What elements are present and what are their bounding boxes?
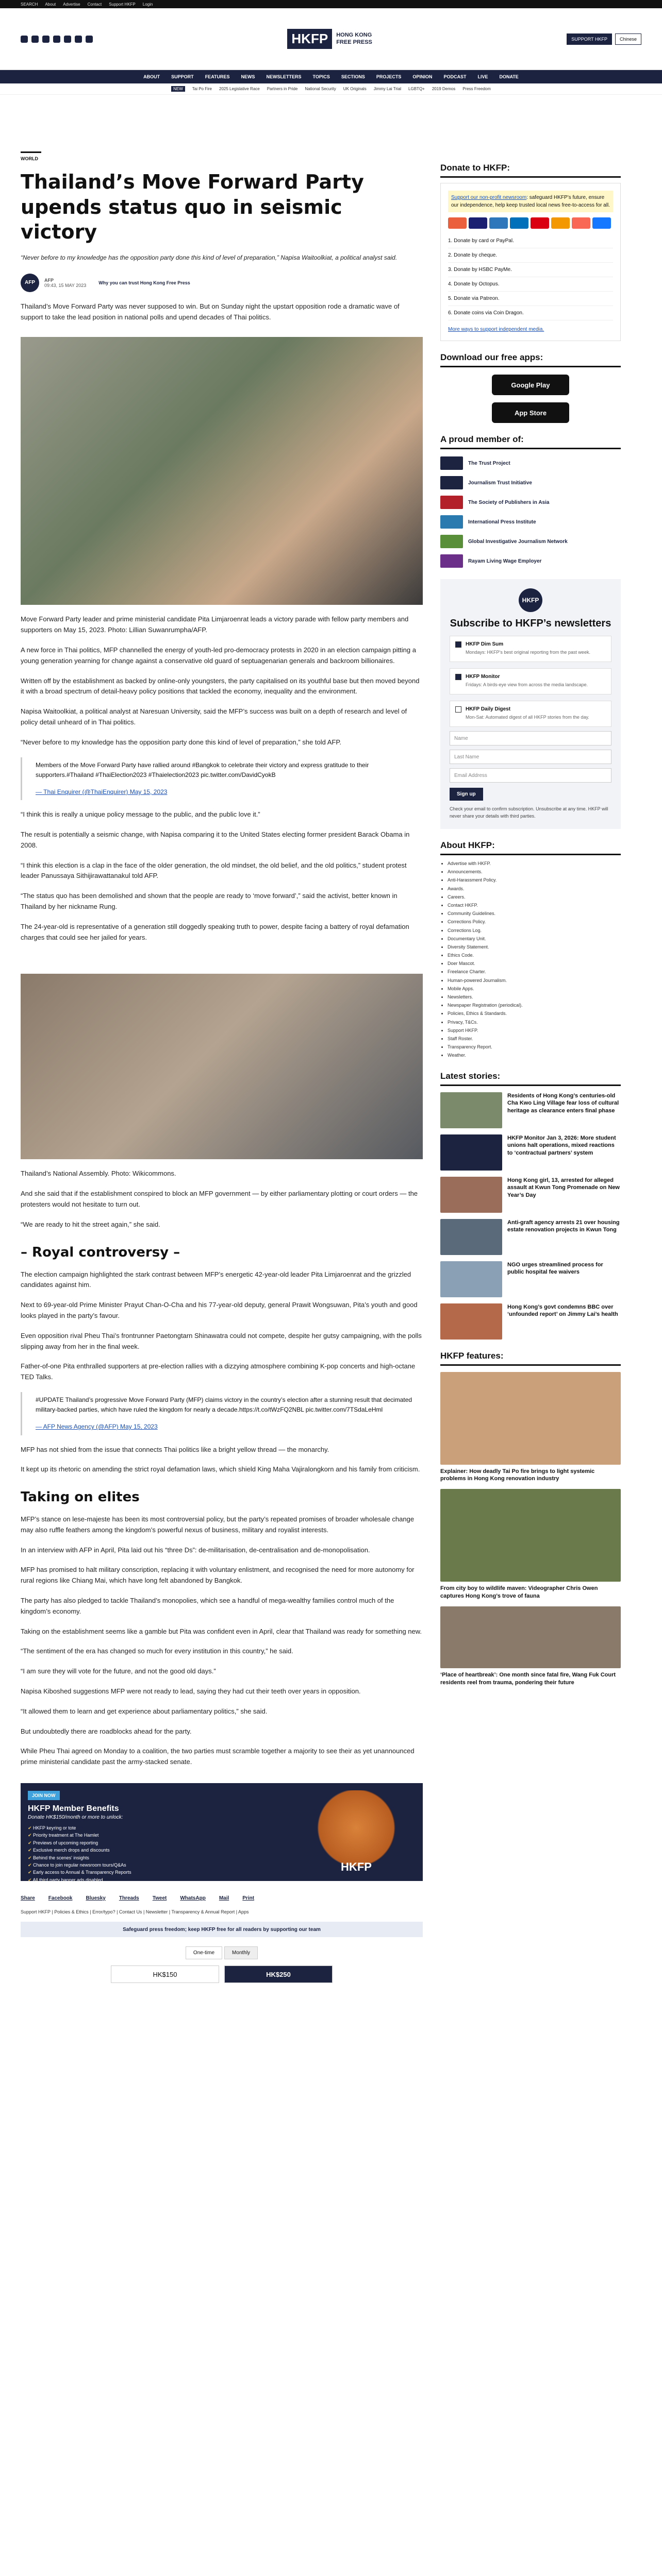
banner-subtitle: Donate HK$150/month or more to unlock:: [28, 1815, 123, 1821]
donate-method[interactable]: 1. Donate by card or PayPal.: [448, 234, 613, 248]
linkedin-icon[interactable]: [86, 36, 93, 43]
feature-image: [440, 1372, 621, 1465]
paragraph: The election campaign highlighted the stark contrast between MFP’s energetic 42-year-old leader Pita Limjaroenrat and the grizzled candidates against him.: [21, 1270, 411, 1289]
about-link[interactable]: • Weather.: [448, 1051, 621, 1059]
donate-method[interactable]: 4. Donate by Octopus.: [448, 277, 613, 292]
member-logo[interactable]: [440, 496, 621, 509]
latest-story[interactable]: [440, 1092, 621, 1128]
feature-title: ‘Place of heartbreak’: One month since fatal fire, Wang Fuk Court residents reel from trauma, pondering their future: [440, 1671, 616, 1686]
threads-icon[interactable]: [64, 36, 71, 43]
perk-item: ✔ Previews of upcoming reporting: [28, 1839, 297, 1846]
option-desc: Mon-Sat: Automated digest of all HKFP stories from the day.: [466, 715, 589, 720]
story-title: Hong Kong’s govt condemns BBC over ‘unfounded report’ on Jimmy Lai’s health: [507, 1303, 618, 1318]
logo-mark: HKFP: [287, 29, 332, 49]
apps-heading: Download our free apps:: [440, 352, 621, 367]
story-thumbnail: [440, 1303, 502, 1340]
paragraph: Napisa Waitoolkiat, a political analyst at Naresuan University, said the MFP’s success was built on a depth of research and level of policy detail unheard of in Thai politics.: [21, 707, 407, 726]
about-link[interactable]: • Careers.: [448, 893, 621, 901]
perk-item: ✔ Priority treatment at The Hamlet: [28, 1832, 297, 1839]
app-store-button[interactable]: App Store: [492, 402, 569, 423]
share-mail[interactable]: Mail: [219, 1895, 229, 1902]
perk-item: ✔ Chance to join regular newsroom tours/Q&As: [28, 1861, 297, 1869]
story-title: Anti-graft agency arrests 21 over housing estate renovation projects in Kwun Tong: [507, 1219, 620, 1233]
trending-item[interactable]: National Security: [305, 87, 336, 91]
article: [21, 95, 423, 1983]
about-link[interactable]: • Staff Roster.: [448, 1035, 621, 1043]
member-name: Journalism Trust Initiative: [468, 480, 532, 486]
photo-caption: Thailand’s National Assembly. Photo: Wikicommons.: [21, 1170, 176, 1178]
option-name: HKFP Daily Digest: [466, 706, 511, 712]
perk-item: ✔ HKFP keyring or tote: [28, 1824, 297, 1832]
member-name: Global Investigative Journalism Network: [468, 538, 568, 545]
trending-item[interactable]: Press Freedom: [462, 87, 491, 91]
patreon-icon: [572, 217, 590, 229]
about-link[interactable]: • Mobile Apps.: [448, 985, 621, 993]
byline: [21, 274, 423, 292]
topbar-item[interactable]: About: [45, 2, 56, 7]
author-avatar[interactable]: AFP: [21, 274, 39, 292]
member-logo[interactable]: [440, 515, 621, 529]
nav-item[interactable]: TOPICS: [312, 74, 330, 79]
perk-list: [28, 1824, 297, 1884]
paragraph: Thailand’s Move Forward Party was never supposed to win. But on Sunday night the upstart opposition rode a dramatic wave of support to take the lead position in national polls and upend decades of Thai politics.: [21, 302, 400, 321]
donate-intro-link[interactable]: Support our non-profit newsroom: [451, 195, 527, 200]
features-heading: HKFP features:: [440, 1351, 621, 1366]
paragraph: “We are ready to hit the street again,” she said.: [21, 1220, 160, 1228]
topbar-item[interactable]: Support HKFP: [109, 2, 136, 7]
email-input[interactable]: Email Address: [450, 768, 611, 783]
about-link[interactable]: • Freelance Charter.: [448, 968, 621, 976]
logo-line: FREE PRESS: [336, 39, 372, 45]
about-link[interactable]: • Contact HKFP.: [448, 901, 621, 909]
tweet-text: Members of the Move Forward Party have rallied around #Bangkok to celebrate their victory and express gratitude to their supporters.#Thailand #ThaiElection2023 #Thaielection2023 pic.twitter.com/DavidCyokB: [36, 761, 369, 778]
paragraph: “I think this is really a unique policy message to the public, and the public love it.”: [21, 810, 260, 819]
last-name-input[interactable]: Last Name: [450, 750, 611, 764]
signup-button[interactable]: Sign up: [450, 788, 483, 801]
member-heading: A proud member of:: [440, 434, 621, 449]
mascot-image: HKFP: [297, 1790, 416, 1874]
about-link[interactable]: • Ethics Code.: [448, 951, 621, 959]
paragraph: The 24-year-old is representative of a generation still doggedly speaking truth to power, despite facing a battery of royal defamation charges that could see her jailed for years.: [21, 922, 409, 941]
paragraph: And she said that if the establishment conspired to block an MFP government — by either parliamentary plotting or court orders — the protesters would not hesitate to turn out.: [21, 1190, 418, 1208]
article-lede: “Never before to my knowledge has the opposition party done this kind of level of preparation,” Napisa Waitoolkiat, a political analyst said.: [21, 253, 398, 261]
about-link[interactable]: • Newspaper Registration (periodical).: [448, 1001, 621, 1009]
story-thumbnail: [440, 1261, 502, 1297]
section-heading: Taking on elites: [21, 1489, 140, 1505]
donate-method[interactable]: 6. Donate coins via Coin Dragon.: [448, 306, 613, 320]
topbar-item[interactable]: SEARCH: [21, 2, 38, 7]
nav-item[interactable]: PROJECTS: [376, 74, 402, 79]
donate-method[interactable]: 3. Donate by HSBC PayMe.: [448, 263, 613, 277]
paragraph: “Never before to my knowledge has the opposition party done this kind of level of preparation,” she told AFP.: [21, 738, 341, 746]
donate-methods: [448, 234, 613, 320]
about-link[interactable]: • Anti-Harassment Policy.: [448, 876, 621, 884]
nav-item[interactable]: DONATE: [499, 74, 519, 79]
share-whatsapp[interactable]: WhatsApp: [180, 1895, 206, 1902]
donate-heading: Donate to HKFP:: [440, 163, 621, 178]
article-photo: [21, 337, 423, 605]
about-link[interactable]: • Corrections Log.: [448, 926, 621, 935]
newsletter-box: [440, 579, 621, 829]
about-link[interactable]: • Corrections Policy.: [448, 918, 621, 926]
donate-method[interactable]: 2. Donate by cheque.: [448, 248, 613, 263]
member-logo[interactable]: [440, 554, 621, 568]
feature-image: [440, 1606, 621, 1668]
option-desc: Fridays: A birds-eye view from across the media landscape.: [466, 682, 588, 687]
tweet-text: #UPDATE Thailand’s progressive Move Forward Party (MFP) claims victory in the country’s election after a stunning result that decimated military-backed parties, which have ruled the kingdom for nearly a decade.https://t.co/tWzFQ2NBL pic.twitter.com/7TSdaLeHml: [36, 1396, 412, 1414]
member-logos: [440, 456, 621, 568]
perk-item: ✔ Early access to Annual & Transparency Reports: [28, 1869, 297, 1876]
amount-option[interactable]: HK$250: [224, 1965, 333, 1983]
trust-link[interactable]: Why you can trust Hong Kong Free Press: [98, 280, 190, 285]
gijn-icon: [440, 535, 463, 548]
story-title: NGO urges streamlined process for public hospital fee waivers: [507, 1261, 603, 1276]
share-link[interactable]: Share: [21, 1895, 35, 1902]
about-link[interactable]: • Policies, Ethics & Standards.: [448, 1009, 621, 1018]
option-desc: Mondays: HKFP’s best original reporting from the past week.: [466, 650, 590, 655]
about-link[interactable]: • Transparency Report.: [448, 1043, 621, 1051]
newsletter-title: Subscribe to HKFP’s newsletters: [450, 618, 611, 629]
story-title: Hong Kong girl, 13, arrested for alleged assault at Kwun Tong Promenade on New Year’s Day: [507, 1177, 620, 1199]
story-title: Residents of Hong Kong’s centuries-old Cha Kwo Ling Village fear loss of cultural heritage as clearance enters final phase: [507, 1092, 619, 1114]
paragraph: Next to 69-year-old Prime Minister Prayut Chan-O-Cha and his 77-year-old deputy, general Prawit Wongsuwan, Pita’s youth and good looks played in the party’s favour.: [21, 1301, 418, 1319]
alipay-icon: [592, 217, 611, 229]
checkbox[interactable]: [455, 706, 461, 713]
story-title: HKFP Monitor Jan 3, 2026: More student unions halt operations, mixed reactions to ‘contractual partners’ system: [507, 1134, 616, 1157]
member-name: International Press Institute: [468, 519, 536, 525]
paragraph: “I think this election is a clap in the face of the older generation, the old mindset, the old belief, and the old politics,” student protest leader Panussaya Sithijirawattanakul told AFP.: [21, 861, 407, 880]
nav-item[interactable]: LIVE: [477, 74, 488, 79]
checkbox[interactable]: [455, 674, 461, 680]
member-logo[interactable]: [440, 535, 621, 548]
nav-item[interactable]: NEWS: [241, 74, 255, 79]
newsletter-option[interactable]: [450, 701, 611, 727]
story-thumbnail: [440, 1092, 502, 1128]
member-logo[interactable]: [440, 476, 621, 489]
paragraph: Napisa Kiboshed suggestions MFP were not ready to lead, saying they had cut their teeth over years in opposition.: [21, 1687, 361, 1696]
paypal-icon: [510, 217, 528, 229]
google-play-button[interactable]: Google Play: [492, 375, 569, 395]
newsletter-option[interactable]: [450, 668, 611, 694]
about-link[interactable]: • Advertise with HKFP.: [448, 859, 621, 868]
article-title: Thailand’s Move Forward Party upends status quo in seismic victory: [21, 171, 364, 244]
paragraph: Even opposition rival Pheu Thai’s frontrunner Paetongtarn Shinawatra could not compete, despite her gutsy campaigning, with the polls slipping away from her in the final week.: [21, 1331, 422, 1350]
about-link[interactable]: • Diversity Statement.: [448, 943, 621, 951]
sidebar: [440, 95, 621, 1983]
member-name: Rayam Living Wage Employer: [468, 558, 542, 564]
topbar-item[interactable]: Contact: [87, 2, 102, 7]
support-button[interactable]: SUPPORT HKFP: [567, 33, 612, 45]
newsletter-option[interactable]: [450, 636, 611, 662]
paragraph: A new force in Thai politics, MFP channelled the energy of youth-led pro-democracy protests in 2020 in an election campaign pitting a young generation yearning for change against a conservative old guard of septuagenarian generals and backroom billionaires.: [21, 646, 416, 665]
sopa-icon: [440, 496, 463, 509]
donate-amounts: [21, 1965, 423, 1983]
nav-item[interactable]: SECTIONS: [341, 74, 365, 79]
trust-project-icon: [440, 456, 463, 470]
latest-story[interactable]: [440, 1219, 621, 1255]
newsletter-note: Check your email to confirm subscription. Unsubscribe at any time. HKFP will never share your details with third parties.: [450, 806, 608, 819]
paragraph: “The sentiment of the era has changed so much for every institution in this country,” he said.: [21, 1647, 293, 1655]
perk-item: ✔ All third party banner ads disabled: [28, 1876, 297, 1884]
share-bluesky[interactable]: Bluesky: [86, 1895, 106, 1902]
paragraph: Taking on the establishment seems like a gamble but Pita was confident even in April, clear that Thailand was ready for something new.: [21, 1627, 422, 1635]
nav-item[interactable]: ABOUT: [143, 74, 160, 79]
paragraph: Written off by the establishment as backed by online-only youngsters, the party capitalised on its youthful base but then moved beyond it with a broad spectrum of detail-heavy policy positions that tackled the economy, inequality and the environment.: [21, 676, 420, 696]
paragraph: The party has also pledged to tackle Thailand’s monopolies, which see a handful of mega-wealthy families control much of the kingdom’s economy.: [21, 1597, 394, 1615]
new-badge: NEW: [171, 86, 185, 92]
feature-title: From city boy to wildlife maven: Videographer Chris Owen captures Hong Kong’s trove of fauna: [440, 1585, 598, 1600]
option-name: HKFP Dim Sum: [466, 641, 504, 647]
paragraph: The result is potentially a seismic change, with Napisa comparing it to the United States electing former president Barack Obama in 2008.: [21, 831, 410, 849]
paragraph: In an interview with AFP in April, Pita laid out his “three Ds”: de-militarisation, de-centralisation and de-monopolisation.: [21, 1546, 370, 1554]
article-photo: [21, 974, 423, 1159]
trending-bar: [0, 83, 662, 95]
about-link[interactable]: • Human-powered Journalism.: [448, 976, 621, 985]
share-facebook[interactable]: Facebook: [48, 1895, 73, 1902]
paragraph: But undoubtedly there are roadblocks ahead for the party.: [21, 1727, 192, 1735]
site-header: [0, 8, 662, 70]
paragraph: “I am sure they will vote for the future, and not the good old days.”: [21, 1667, 216, 1675]
tweet-byline[interactable]: — AFP News Agency (@AFP) May 15, 2023: [36, 1423, 158, 1431]
instagram-icon[interactable]: [31, 36, 39, 43]
youtube-icon[interactable]: [53, 36, 60, 43]
embedded-tweet[interactable]: [21, 1392, 423, 1435]
donate-frequency-toggle: [21, 1946, 423, 1959]
photo-caption: Move Forward Party leader and prime ministerial candidate Pita Limjaroenrat leads a victory parade with fellow party members and supporters on May 15, 2023. Photo: Lillian Suwanrumpha/AFP.: [21, 615, 409, 634]
top-utility-bar: [0, 0, 662, 8]
banner-title: HKFP Member Benefits: [28, 1804, 119, 1814]
trending-item[interactable]: Tai Po Fire: [192, 87, 212, 91]
main-nav: [0, 70, 662, 83]
share-bar: [21, 1895, 423, 1901]
payment-icons: [448, 217, 613, 229]
living-wage-icon: [440, 554, 463, 568]
feature-story[interactable]: [440, 1372, 621, 1483]
latest-story[interactable]: [440, 1177, 621, 1213]
latest-story[interactable]: [440, 1261, 621, 1297]
logo-line: HONG KONG: [336, 32, 372, 39]
topbar-item[interactable]: Advertise: [63, 2, 80, 7]
donate-method[interactable]: 5. Donate via Patreon.: [448, 292, 613, 306]
nav-item[interactable]: OPINION: [412, 74, 433, 79]
social-icons: [21, 36, 93, 43]
amount-option[interactable]: HK$150: [111, 1965, 219, 1983]
latest-heading: Latest stories:: [440, 1071, 621, 1086]
tweet-byline[interactable]: — Thai Enquirer (@ThaiEnquirer) May 15, 2023: [36, 788, 168, 796]
site-logo[interactable]: [287, 29, 372, 49]
story-thumbnail: [440, 1134, 502, 1171]
share-print[interactable]: Print: [242, 1895, 255, 1902]
about-link[interactable]: • Privacy, T&Cs.: [448, 1018, 621, 1026]
more-ways-link[interactable]: More ways to support independent media.: [448, 327, 544, 332]
paragraph: While Pheu Thai agreed on Monday to a coalition, the two parties must scramble together a majority to see their as yet unannounced prime ministerial candidate past the army-stacked senate.: [21, 1747, 415, 1766]
article-body: [21, 301, 423, 1768]
mastercard-icon: [448, 217, 467, 229]
nav-item[interactable]: FEATURES: [205, 74, 230, 79]
paragraph: “The status quo has been demolished and shown that the people are ready to ‘move forward’,” said the activist, better known in Thailand by her nickname Rung.: [21, 892, 398, 910]
latest-story[interactable]: [440, 1303, 621, 1340]
perk-item: ✔ Exclusive merch drops and discounts: [28, 1846, 297, 1854]
octopus-icon: [551, 217, 570, 229]
support-links[interactable]: Support HKFP | Policies & Ethics | Error/typo? | Contact Us | Newsletter | Transparency & Annual Report | Apps: [21, 1909, 249, 1915]
about-link[interactable]: • Doer Mascot.: [448, 959, 621, 968]
paragraph: Father-of-one Pita enthralled supporters at pre-election rallies with a dizzying atmosphere combining K-pop concerts and high-octane TED Talks.: [21, 1362, 416, 1381]
donate-box: [440, 183, 621, 341]
payme-icon: [531, 217, 549, 229]
press-freedom-strip[interactable]: Safeguard press freedom; keep HKFP free for all readers by supporting our team: [21, 1922, 423, 1937]
bluesky-icon[interactable]: [75, 36, 82, 43]
share-tweet[interactable]: Tweet: [152, 1895, 167, 1902]
about-link[interactable]: • Newsletters.: [448, 993, 621, 1001]
feature-title: Explainer: How deadly Tai Po fire brings to light systemic problems in Hong Kong renovation industry: [440, 1468, 595, 1482]
feature-image: [440, 1489, 621, 1582]
nav-item[interactable]: NEWSLETTERS: [266, 74, 302, 79]
member-logo[interactable]: [440, 456, 621, 470]
topbar-item[interactable]: Login: [142, 2, 153, 7]
monthly-option[interactable]: Monthly: [224, 1946, 258, 1959]
language-button[interactable]: Chinese: [615, 33, 641, 45]
latest-story[interactable]: [440, 1134, 621, 1171]
paragraph: “It allowed them to learn and get experience about parliamentary politics,” she said.: [21, 1707, 268, 1715]
about-link[interactable]: • Awards.: [448, 885, 621, 893]
share-threads[interactable]: Threads: [119, 1895, 139, 1902]
nav-item[interactable]: PODCAST: [443, 74, 467, 79]
member-name: The Society of Publishers in Asia: [468, 499, 550, 505]
about-link[interactable]: • Documentary Unit.: [448, 935, 621, 943]
option-name: HKFP Monitor: [466, 674, 500, 680]
story-thumbnail: [440, 1177, 502, 1213]
facebook-icon[interactable]: [21, 36, 28, 43]
member-benefits-banner[interactable]: [21, 1783, 423, 1881]
trending-item[interactable]: Jimmy Lai Trial: [373, 87, 402, 91]
trending-item[interactable]: 2025 Legislative Race: [219, 87, 260, 91]
trending-item[interactable]: 2019 Demos: [432, 87, 456, 91]
x-icon[interactable]: [42, 36, 49, 43]
article-category[interactable]: WORLD: [21, 151, 41, 161]
author-name[interactable]: AFP: [44, 277, 54, 283]
member-name: The Trust Project: [468, 460, 510, 466]
paragraph: MFP’s stance on lese-majeste has been its most controversial policy, but the party’s repeated promises of broader wholesale change may also ruffle feathers among the kingdom’s powerful nexus of business, military and royalist interests.: [21, 1515, 415, 1534]
about-link[interactable]: • Announcements.: [448, 868, 621, 876]
paragraph: It kept up its rhetoric on amending the strict royal defamation laws, which shield King Maha Vajiralongkorn and his family from criticism.: [21, 1465, 420, 1473]
nav-item[interactable]: SUPPORT: [171, 74, 194, 79]
publish-date: 09:43, 15 MAY 2023: [44, 282, 87, 288]
story-thumbnail: [440, 1219, 502, 1255]
embedded-tweet[interactable]: [21, 757, 423, 801]
paragraph: MFP has not shied from the issue that connects Thai politics like a bright yellow thread — the monarchy.: [21, 1445, 329, 1453]
amex-icon: [489, 217, 508, 229]
about-link[interactable]: • Support HKFP.: [448, 1026, 621, 1035]
section-heading: – Royal controversy –: [21, 1244, 180, 1260]
one-time-option[interactable]: One-time: [186, 1946, 222, 1959]
perk-item: ✔ Behind the scenes' insights: [28, 1854, 297, 1861]
about-list: [440, 859, 621, 1060]
trending-item[interactable]: UK Originals: [343, 87, 367, 91]
trending-item[interactable]: Partners in Pride: [267, 87, 298, 91]
join-now-button[interactable]: JOIN NOW: [28, 1791, 60, 1800]
trending-item[interactable]: LGBTQ+: [408, 87, 425, 91]
donate-intro: : safeguard HKFP’s future, ensure our independence, help keep trusted local news free-to-access for all.: [451, 195, 610, 208]
checkbox[interactable]: [455, 641, 461, 648]
feature-story[interactable]: [440, 1606, 621, 1687]
jti-icon: [440, 476, 463, 489]
name-input[interactable]: Name: [450, 731, 611, 745]
about-link[interactable]: • Community Guidelines.: [448, 909, 621, 918]
about-heading: About HKFP:: [440, 840, 621, 855]
newsletter-badge: HKFP: [519, 588, 542, 612]
header-actions: [567, 33, 641, 45]
visa-icon: [469, 217, 487, 229]
paragraph: MFP has promised to halt military conscription, replacing it with voluntary enlistment, and recognised the need for more autonomy for rural regions like Chiang Mai, which have long felt abandoned by Bangkok.: [21, 1566, 415, 1585]
ipi-icon: [440, 515, 463, 529]
feature-story[interactable]: [440, 1489, 621, 1600]
